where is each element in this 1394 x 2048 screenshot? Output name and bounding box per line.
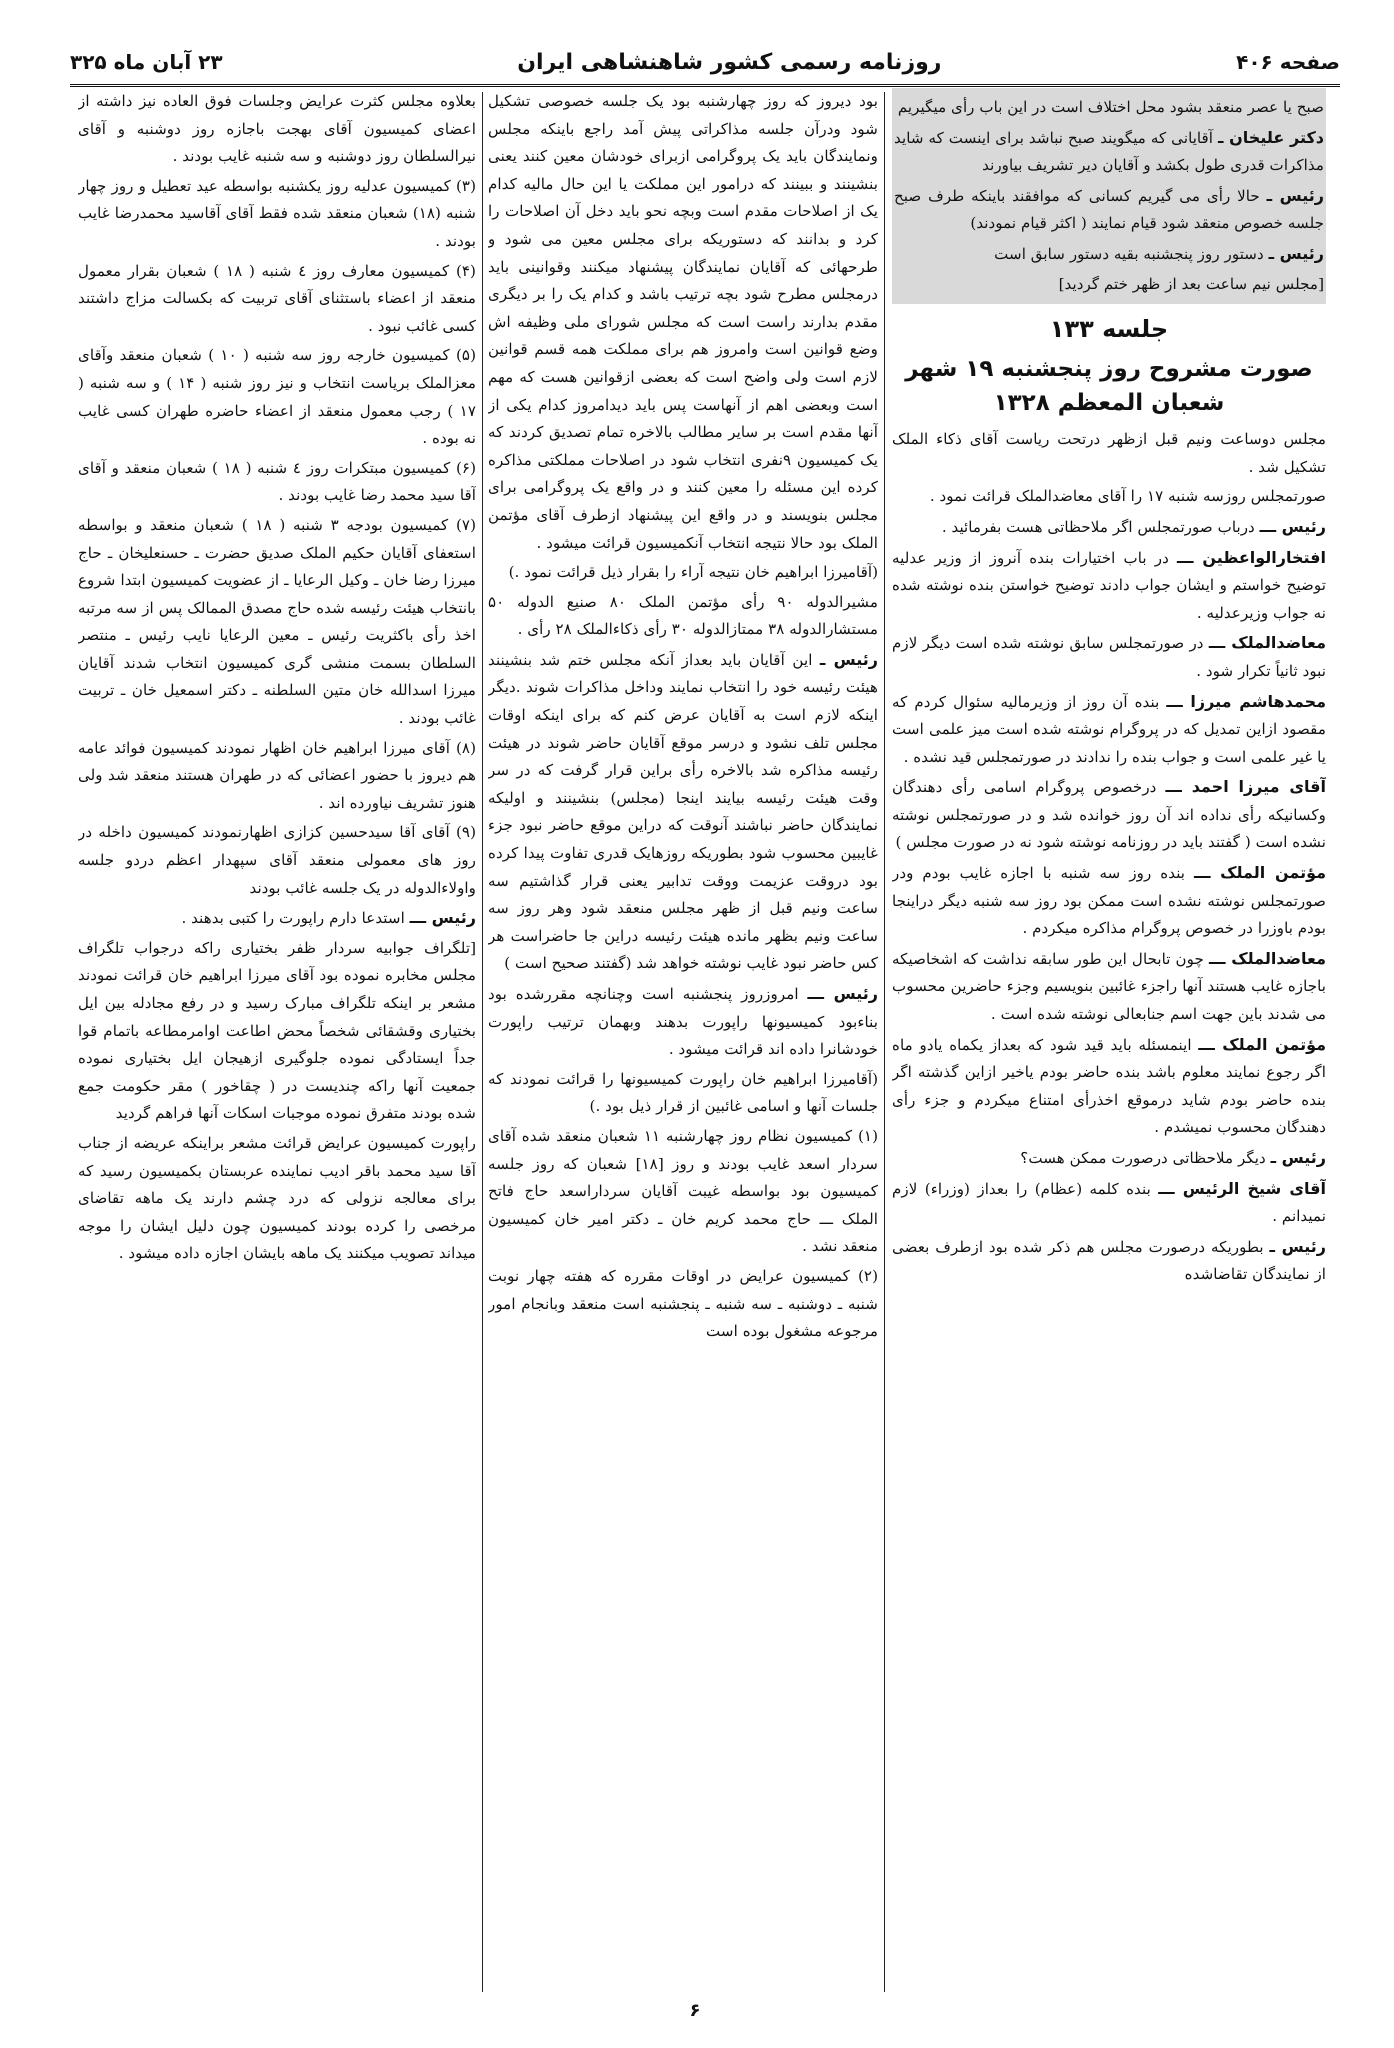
paragraph-text: صورتمجلس روزسه شنبه ۱۷ را آقای معاضدالملک قرائت نمود . [929,487,1326,506]
speaker-name: رئیس ـ [1269,1236,1326,1256]
paragraph-text: درباب صورتمجلس اگر ملاحظاتی هست بفرمائید . [941,517,1255,536]
speech-text: آقایانی که میگویند صبح نباشد برای اینست که شاید مذاکرات قدری طول بکشد و آقایان دیر تشریف بیاورند [894,128,1324,175]
paragraph-text: (۳) کمیسیون عدلیه روز یکشنبه بواسطه عید تعطیل و روز چهار شنبه (۱۸) شعبان منعقد شده فقط آقای آقاسید محمدرضا غایب بودند . [78,176,476,250]
paragraph-text: این آقایان باید بعداز آنکه مجلس ختم شد بنشینند هیئت رئیسه خود را انتخاب نمایند وداخل مذاکرات شوند .دیگر اینکه لازم است به آقایان عرض کنم که برای اینکه اوقات مجلس تلف نشود و درسر موقع آقایان حاضر شوند در هیئت رئیسه مذاکره شد بالاخره رأی براین قرار گرفت که در سر وقت هیئت رئیسه بیایند اینجا (مجلس) بنشینند و اولیکه نمایندگان حاضر نباشند آنوقت که دراین موقع حاضر نبود جزء غایبین محسوب شود بطوریکه روزهایک قدری تفاوت پیدا کرده بود دروقت عزیمت ووقت تدابیر یعنی قرار گذاشتیم سه ساعت ونیم قبل از ظهر مجلس منعقد شود وهر روز سه ساعت ونیم بظهر مانده هیئت رئیسه دراین جا حاضراست هر کس حاضر نبود غایب نوشته خواهد شد (گفتند صحیح است ) [488,650,878,973]
speech-text: حالا رأی می گیریم کسانی که موافقند باینکه طرف صبح جلسه خصوص منعقد شود قیام نمایند ( اکثر قیام نمودند) [894,186,1324,233]
page-number: ۶ [689,2000,701,2021]
paragraph [892,1233,1326,1289]
speaker-name: مؤتمن الملک ـــ [1194,863,1326,883]
paragraph-text: بنده روز سه شنبه با اجازه غایب بودم ودر صورتمجلس نوشته نشده است ممکن بود روز سه شنبه دیگر دراینجا بودم باوزرا در خصوص پروگرام مذاکره میکردم . [892,864,1326,938]
paragraph-text: بنده کلمه (عظام) را بعداز (وزراء) لازم نمیدانم . [892,1179,1326,1226]
paragraph [78,173,476,256]
paragraph-text: (۷) کمیسیون بودجه ۳ شنبه ( ۱۸ ) شعبان منعقد و بواسطه استعفای آقایان حکیم الملک صدیق حضرت ـ حسنعلیخان ـ حاج میرزا رضا خان ـ وکیل الرعایا ـ از عضویت کمیسیون ابتدا شروع بانتخاب هیئت رئیسه شده حاج مصدق الممالک پس از سه مرتبه اخذ رأی باکثریت رئیس ـ معین الرعایا نایب رئیس ـ منتصر السلطان بسمت منشی گری کمیسیون انتخاب شدند آقایان میرزا اسدالله خان متین السلطنه ـ دکتر اسمعیل خان ـ تربیت غائب بودند . [78,515,476,728]
paragraph [892,688,1326,772]
paragraph [892,859,1326,943]
paragraph-text: (۴) کمیسیون معارف روز ٤ شنبه ( ۱۸ ) شعبان بقرار معمول منعقد از اعضاء باستثنای آقای تربیت که بکسالت مزاج داشتند کسی غائب نبود . [78,261,476,335]
speaker-name: رئیس ـ [1268,243,1324,263]
paragraph [78,342,476,452]
paragraph-text: بعلاوه مجلس کثرت عرایض وجلسات فوق العاده نیز داشته از اعضای کمیسیون آقای بهجت باجازه روز دوشنبه و آقای نیرالسلطان روز دوشنبه و سه شنبه غایب بودند . [78,92,476,166]
session-heading: صورت مشروح روز پنجشنبه ۱۹ شهر شعبان المعظم ۱۳۲۸ [905,356,1313,417]
paragraph [78,455,476,510]
paragraph [892,426,1326,481]
speaker-name: رئیس ـ [1266,185,1324,205]
column-middle [488,88,878,1998]
newspaper-title: روزنامه رسمی کشور شاهنشاهی ایران [517,49,942,75]
paragraph [78,935,476,1128]
paragraph-text: مجلس دوساعت ونیم قبل ازظهر درتحت ریاست آقای ذکاء الملک تشکیل شد . [892,430,1326,476]
paragraph [488,88,878,557]
paragraph-text: (۹) آقای آقا سیدحسین کزازی اظهارنمودند کمیسیون داخله در روز های معمولی منعقد آقای سپهدار اعظم دردو جلسه واولاءالدوله در یک جلسه غائب بودند [78,823,476,897]
page-header [70,40,1340,84]
speaker-name: آقای میرزا احمد ـــ [1165,777,1326,797]
paragraph [892,1031,1326,1142]
paragraph-text: در باب اختیارات بنده آنروز از وزیر عدلیه توضیح خواستم و ایشان جواب دادند توضیح خواستن بنده نوشته شده نه جواب وزیرعدلیه . [892,548,1326,622]
middle-paragraphs [488,88,878,1346]
session-number: جلسه ۱۳۳ [1049,315,1169,344]
paragraph-text: درخصوص پروگرام اسامی رأی دهندگان وکسانیکه رأی نداده اند آن روز خوانده شد و در صورتمجلس نوشته نشده است ( گفتند باید در روزنامه نوشته شود نه در صورت مجلس ) [892,778,1326,852]
paragraph [892,1144,1326,1173]
paragraph [78,258,476,341]
speaker-name: رئیس ـــ [1259,516,1326,536]
paragraph-text: بطوریکه درصورت مجلس هم ذکر شده بود ازطرف بعضی از نمایندگان تقاضاشده [892,1237,1326,1284]
paragraph-text: در صورتمجلس سابق نوشته شده است دیگر لازم نبود ثانیاً تکرار شود . [892,634,1326,680]
page-label: صفحه ۴۰۶ [1236,50,1340,74]
column-divider-right [884,92,885,1992]
issue-date: ۲۳ آبان ماه ۳۲۵ [70,50,223,74]
paragraph [892,945,1326,1029]
paragraph-text: بنده آن روز از وزیرمالیه سئوال کردم که مقصود ازاین تمدیل که در پروگرام نوشته شده است میز علمی است یا غیر علمی است و جواب بنده را ندادند در صورتمجلس قید نشده . [892,692,1326,766]
paragraph-text: چون تابحال این طور سابقه نداشت که اشخاصیکه باجازه غایب هستند آنها راجزء غائبین بنویسیم وجزء حاضرین محسوب می شدند باین جهت اسم جنابعالی نوشته شده است . [892,949,1326,1024]
speaker-name: محمدهاشم میرزا ـــ [1166,691,1326,711]
speaker-name: رئیس ـــ [807,984,878,1003]
speaker-name: رئیس ـــ [409,908,476,928]
paragraph [894,124,1324,180]
speaker-name: معاضدالملک ـــ [1208,633,1326,653]
paragraph [488,589,878,644]
paragraph [892,544,1326,628]
paragraph-text: بود دیروز که روز چهارشنبه بود یک جلسه خصوصی تشکیل شود ودرآن جلسه مذاکراتی پیش آمد راجع باینکه مجلس ونمایندگان باید یک پروگرامی ازبرای خودشان معین کنند یعنی بنشینند و ببینند که درامور این مملکت یا این حال مالیه کدام یک از اصلاحات مقدم است وبچه نحو باید دخل آن اصلاحات را کرد و بدانند که دستوریکه برای مجلس معین می شود و طرحهائی که آقایان نمایندگان پیشنهاد میکنند وقوانینی باید درمجلس مطرح شود بچه ترتیب باشد و کدام یک را بر دیگری مقدم بدارند راست است که مجلس شورای ملی وظیفه اش وضع قوانین است وامروز هم برای مملکت همه قسم قوانین لازم است ولی واضح است که بعضی ازقوانین هست که مهم است وبعضی اهم از آنهاست پس باید دیدامروز کدام یکی از آنها مقدم است بر سایر مطالب بالاخره تمام تصدیق کردند که یک کمیسیون ۹نفری انتخاب شود در اصلاحات مملکتی مذاکره کرده این مسئله را معین کنند و در واقع یک پروگرامی برای مجلس بنویسند و در واقع این پیشنهاد ازطرف آقای مؤتمن الملک بود حالا نتیجه انتخاب آنکمیسیون قرائت میشود . [488,92,878,552]
paragraph [488,559,878,587]
paragraph [892,483,1326,511]
session-closing-note: [مجلس نیم ساعت بعد از ظهر ختم گردید] [1058,274,1324,293]
shaded-block [892,88,1326,304]
paragraph [892,1175,1326,1231]
right-paragraphs [892,426,1326,1289]
paragraph [488,1066,878,1121]
paragraph: صبح یا عصر منعقد بشود محل اختلاف است در این باب رأی میگیریم [897,98,1324,116]
speaker-name: رئیس ـ [819,649,878,669]
paragraph [78,88,476,171]
paragraph-text: اینمسئله باید قید شود که بعداز یکماه یادو ماه اگر رجوع نمایند معلوم باشد بنده حاضر بودم یاخیر ازاین گذشته اگر بنده حاضر بودم شاید درموقع اخذرأی امتناع میکردم و جزء رأی دهندگان محسوب نمیشدم . [892,1035,1326,1137]
column-left [78,88,476,1998]
column-divider-left [482,92,483,1992]
paragraph [78,735,476,818]
paragraph-text: استدعا دارم راپورت را کتبی بدهند . [181,909,405,928]
paragraph-text: مشیرالدوله ۹۰ رأی مؤتمن الملک ۸۰ صنیع الدوله ۵۰ مستشارالدوله ۳۸ ممتازالدوله ۳۰ رأی ذکاءالملک ۲۸ رأی . [488,592,878,639]
paragraph [894,182,1324,238]
paragraph-text: (۵) کمیسیون خارجه روز سه شنبه ( ۱۰ ) شعبان منعقد وآقای معزالملک بریاست انتخاب و نیز روز شنبه ( ۱۴ ) و سه شنبه ( ۱۷ ) رجب معمول منعقد از اعضاء حاضره طهران کسی غایب نه بوده . [78,346,476,448]
paragraph-text: [تلگراف جوابیه سردار ظفر بختیاری راکه درجواب تلگراف مجلس مخابره نموده بود آقای میرزا ابراهیم خان قرائت نمودند مشعر بر اینکه تلگراف مبارک رسید و در رفع مجادله بین ایل بختیاری وقشقائی شخصاً محض اطاعت اوامرمطاعه باتمام قوا جداً ایستادگی نموده جلوگیری ازهیجان ایل بختیاری نموده جمعیت آنها راکه چندیست در ( چقاخور ) مقر حکومت جمع شده بودند متفرق نموده موجبات اسکات آنها فراهم گردید [78,938,476,1123]
paragraph-text: راپورت کمیسیون عرایض قرائت مشعر براینکه عریضه از جناب آقا سید محمد باقر ادیب نماینده عربستان بکمیسیون رسید که برای معالجه نزولی که درد چشم دارند یک ماهه تقاضای مرخصی را کرده بودند کمیسیون چون دلیل ایشان را موجه میداند تصویب میکنند یک ماهه بایشان اجازه داده میشود . [78,1133,476,1263]
header-rule [70,84,1340,87]
paragraph-text: (آقامیرزا ابراهیم خان راپورت کمیسیونها را قرائت نمودند که جلسات آنها و اسامی غائبین از قرار ذیل بود .) [488,1069,878,1116]
paragraph [488,646,878,978]
paragraph [892,629,1326,685]
paragraph-text: امروزروز پنجشنبه است وچنانچه مقررشده بود بناءبود کمیسیونها راپورت بدهند وبهمان ترتیب راپورت خودشانرا داده اند قرائت میشود . [488,985,878,1059]
paragraph [892,513,1326,542]
speaker-name: معاضدالملک ـــ [1209,948,1326,968]
paragraph [488,1263,878,1346]
paragraph-text: (۸) آقای میرزا ابراهیم خان اظهار نمودند کمیسیون فوائد عامه هم دیروز با حضور اعضائی که در طهران هستند منعقد شد ولی هنوز تشریف نیاورده اند . [78,738,476,812]
paragraph [894,240,1324,269]
speaker-name: مؤتمن الملک ـــ [1198,1034,1326,1054]
paragraph-text: (۱) کمیسیون نظام روز چهارشنبه ۱۱ شعبان منعقد شده آقای سردار اسعد غایب بودند و روز [۱۸] شعبان که روز جلسه کمیسیون بود بواسطه غیبت آقایان سرداراسعد حاج فاتح الملک ـــ حاج محمد کریم خان ـ دکتر امیر خان کمیسیون منعقد نشد . [488,1126,878,1256]
paragraph [488,980,878,1064]
speaker-name: آقای شیخ الرئیس ـــ [1158,1178,1326,1198]
paragraph [488,1123,878,1261]
speaker-name: افتخارالواعظین ـــ [1177,547,1326,567]
paragraph [892,773,1326,857]
column-right [892,88,1326,1998]
speech-text: دستور روز پنجشنبه بقیه دستور سابق است [994,244,1264,263]
paragraph [78,512,476,733]
paragraph-text: (۲) کمیسیون عرایض در اوقات مقرره که هفته چهار نوبت شنبه ـ دوشنبه ـ سه شنبه ـ پنجشنبه است منعقد وبانجام امور مرجوعه مشغول بوده است [488,1266,878,1341]
paragraph-text: دیگر ملاحظاتی درصورت ممکن هست؟ [1020,1149,1266,1167]
paragraph [78,1130,476,1268]
left-paragraphs [78,88,476,1268]
paragraph [78,819,476,902]
speaker-name: رئیس ـ [1270,1148,1326,1167]
paragraph-text: (آقامیرزا ابراهیم خان نتیجه آراء را بقرار ذیل قرائت نمود .) [508,563,878,582]
paragraph [78,904,476,933]
paragraph-text: (۶) کمیسیون مبتکرات روز ٤ شنبه ( ۱۸ ) شعبان منعقد و آقای آقا سید محمد رضا غایب بودند . [78,458,476,505]
speaker-name: دکتر علیخان ـ [1217,127,1325,147]
